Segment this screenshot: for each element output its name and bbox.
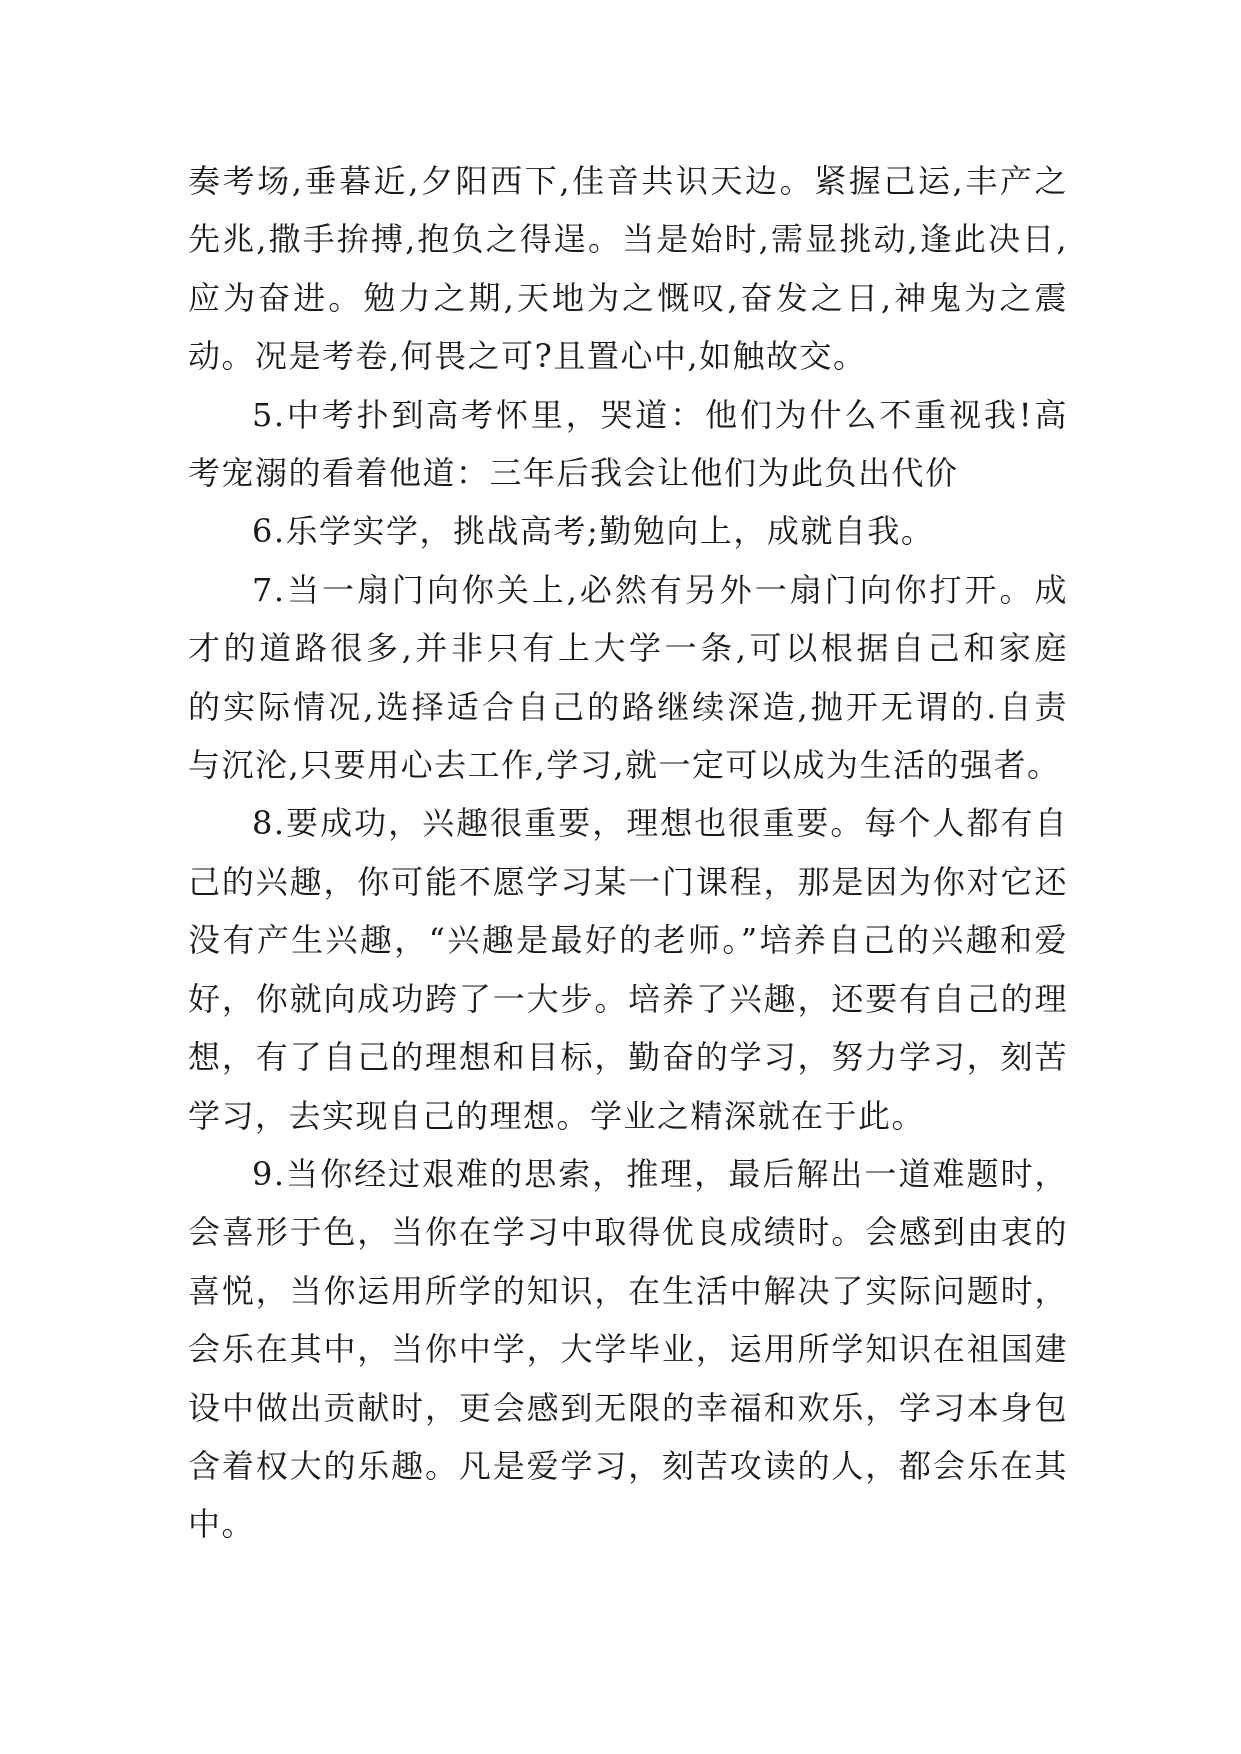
text-line: 才的道路很多,并非只有上大学一条,可以根据自己和家庭 — [188, 629, 1068, 668]
text-line: 应为奋进。勉力之期,天地为之慨叹,奋发之日,神鬼为之震 — [188, 278, 1068, 317]
paragraph-item-8 — [188, 794, 1068, 1144]
paragraph-item-5 — [188, 386, 1068, 503]
text-line: 与沉沦,只要用心去工作,学习,就一定可以成为生活的强者。 — [188, 746, 1061, 785]
text-line: 7.当一扇门向你关上,必然有另外一扇门向你打开。成 — [252, 570, 1068, 609]
document-body — [188, 152, 1068, 1554]
paragraph-continuation — [188, 152, 1068, 386]
text-line: 会喜形于色，当你在学习中取得优良成绩时。会感到由衷的 — [188, 1213, 1068, 1252]
text-line: 中。 — [188, 1505, 256, 1544]
text-line: 8.要成功，兴趣很重要，理想也很重要。每个人都有自 — [252, 804, 1068, 843]
text-line: 想，有了自己的理想和目标，勤奋的学习，努力学习，刻苦 — [188, 1038, 1068, 1077]
text-line: 喜悦，当你运用所学的知识，在生活中解决了实际问题时， — [188, 1271, 1068, 1310]
text-line: 5.中考扑到高考怀里，哭道：他们为什么不重视我!高 — [252, 395, 1068, 434]
text-line: 考宠溺的看着他道：三年后我会让他们为此负出代价 — [188, 454, 959, 493]
text-line: 先兆,撒手拚搏,抱负之得逞。当是始时,需显挑动,逢此决日, — [188, 220, 1068, 259]
text-line: 己的兴趣，你可能不愿学习某一门课程，那是因为你对它还 — [188, 862, 1068, 901]
text-line: 会乐在其中，当你中学，大学毕业，运用所学知识在祖国建 — [188, 1330, 1068, 1369]
text-line: 的实际情况,选择适合自己的路继续深造,抛开无谓的.自责 — [188, 687, 1068, 726]
text-line: 没有产生兴趣，“兴趣是最好的老师。”培养自己的兴趣和爱 — [188, 921, 1068, 960]
text-line: 动。况是考卷,何畏之可?且置心中,如触故交。 — [188, 337, 867, 376]
text-line: 含着权大的乐趣。凡是爱学习，刻苦攻读的人，都会乐在其 — [188, 1446, 1068, 1485]
paragraph-item-9 — [188, 1145, 1068, 1554]
paragraph-item-7 — [188, 561, 1068, 795]
text-line: 好，你就向成功跨了一大步。培养了兴趣，还要有自己的理 — [188, 979, 1068, 1018]
text-line: 学习，去实现自己的理想。学业之精深就在于此。 — [188, 1096, 926, 1135]
text-line: 9.当你经过艰难的思索，推理，最后解出一道难题时， — [252, 1154, 1068, 1193]
paragraph-item-6 — [188, 502, 1068, 560]
text-line: 6.乐学实学，挑战高考;勤勉向上，成就自我。 — [252, 512, 935, 551]
text-line: 奏考场,垂暮近,夕阳西下,佳音共识天边。紧握己运,丰产之 — [188, 162, 1068, 200]
text-line: 设中做出贡献时，更会感到无限的幸福和欢乐，学习本身包 — [188, 1388, 1068, 1427]
